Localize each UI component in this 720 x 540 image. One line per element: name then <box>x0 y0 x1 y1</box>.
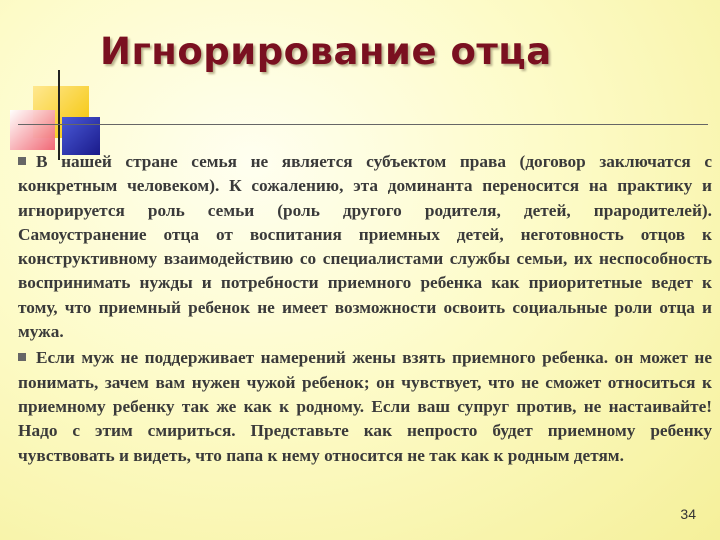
square-bullet-icon <box>18 353 26 361</box>
page-number: 34 <box>680 506 696 522</box>
slide-title: Игнорирование отца <box>100 30 552 73</box>
red-square <box>10 110 55 150</box>
paragraph-text: Если муж не поддерживает намерений жены взять приемного ребенка. он может не понимать, зачем вам нужен чужой ребенок; он чувствует, что не сможет относиться к приемному ребенку так же как к родному. Если ваш супруг против, не настаивайте! Надо с этим смириться. Представьте как непросто будет приемному ребенку чувствовать и видеть, что папа к нему относится не так как к родным детям. <box>18 348 712 465</box>
square-bullet-icon <box>18 157 26 165</box>
vertical-rule <box>58 70 60 160</box>
bullet-paragraph <box>18 346 712 467</box>
decorative-squares <box>0 0 130 160</box>
slide-body <box>18 150 712 470</box>
paragraph-text: В нашей стране семья не является субъектом права (договор заключатся с конкретным человеком). К сожалению, эта доминанта переносится на практику и игнорируется роль семьи (роль другого родителя, детей, прародителей). Самоустранение отца от воспитания приемных детей, неготовность отцов к конструктивному взаимодействию со специалистами службы семьи, их неспособность воспринимать нужды и потребности приемного ребенка как приоритетные ведет к тому, что приемный ребенок не имеет возможности освоить социальные роли отца и мужа. <box>18 152 712 342</box>
bullet-paragraph <box>18 150 712 344</box>
title-divider <box>18 124 708 125</box>
